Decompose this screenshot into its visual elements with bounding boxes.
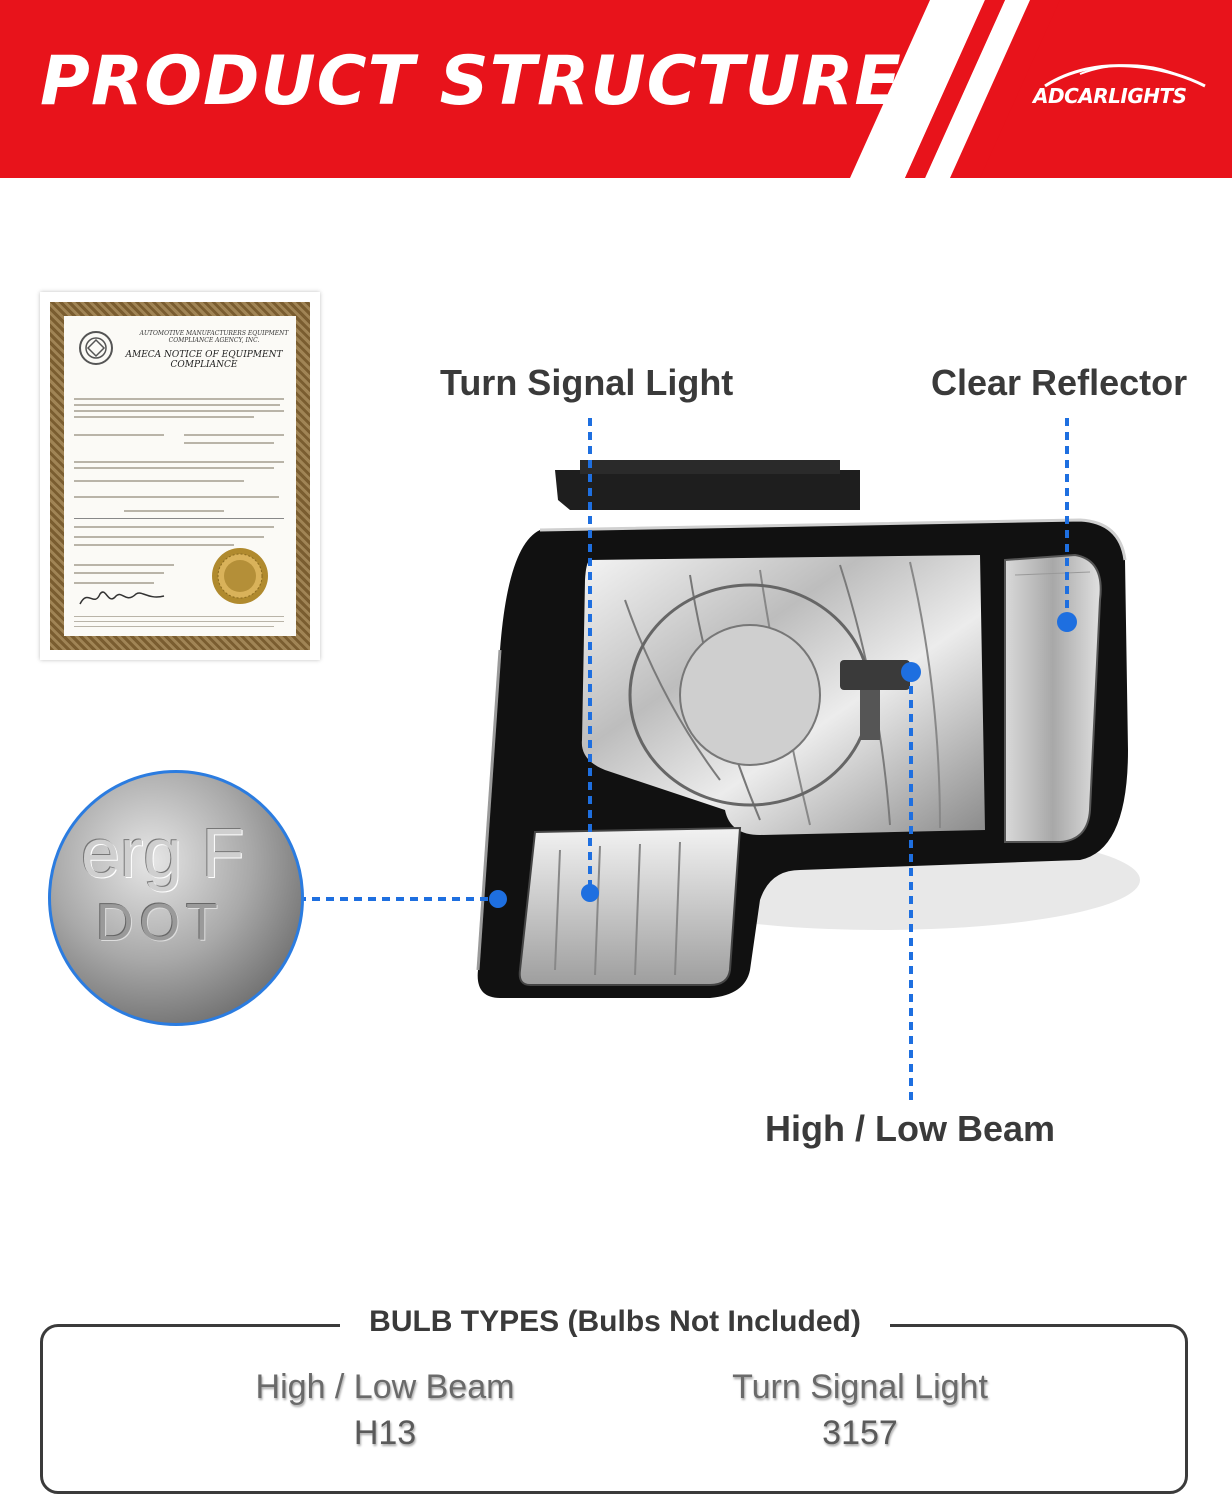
turn-signal-label: Turn Signal Light bbox=[440, 362, 734, 403]
bulb-types-heading: BULB TYPES (Bulbs Not Included) bbox=[340, 1305, 890, 1339]
brand-name: ADCARLIGHTS bbox=[1033, 84, 1187, 108]
clear-reflector-dot bbox=[1057, 612, 1077, 632]
bulb-item-turn-signal-name: Turn Signal Light bbox=[732, 1368, 988, 1406]
engraving-text: erg F bbox=[81, 814, 245, 892]
dot-engraving-text: DOT bbox=[96, 894, 224, 952]
certificate-agency-name: AUTOMOTIVE MANUFACTURERS EQUIPMENT COMPLIANCE AGENCY, INC. bbox=[139, 330, 289, 344]
dot-marking-zoom bbox=[48, 770, 304, 1026]
certificate-title: AMECA NOTICE OF EQUIPMENT COMPLIANCE bbox=[125, 350, 283, 370]
turn-signal-dot bbox=[581, 884, 599, 902]
bulb-item-high-low-value: H13 bbox=[353, 1414, 417, 1452]
high-low-beam-label: High / Low Beam bbox=[765, 1108, 1056, 1149]
bulb-item-turn-signal-value: 3157 bbox=[822, 1414, 898, 1452]
dot-marking-dot bbox=[489, 890, 507, 908]
page-title: PRODUCT STRUCTURE bbox=[40, 42, 902, 121]
clear-reflector-label: Clear Reflector bbox=[931, 362, 1188, 403]
bulb-item-high-low-name: High / Low Beam bbox=[255, 1368, 515, 1406]
bulb-types-box bbox=[40, 1324, 1188, 1494]
high-low-beam-dot bbox=[901, 662, 921, 682]
